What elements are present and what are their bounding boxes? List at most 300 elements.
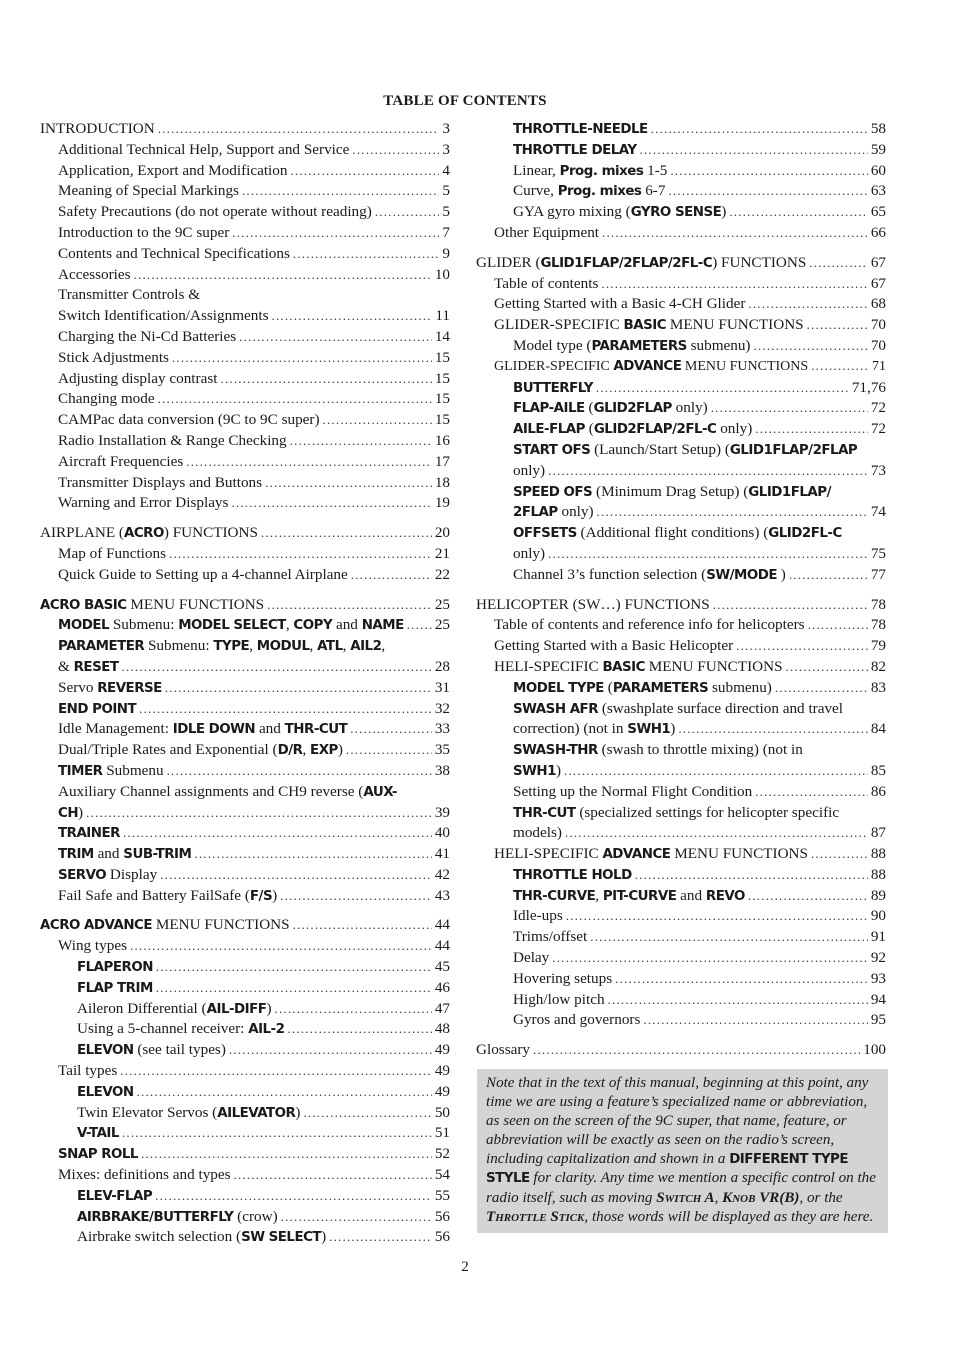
toc-entry [476, 378, 886, 399]
dot-leader [596, 381, 849, 394]
toc-page-number: 95 [870, 1011, 886, 1029]
text-fragment: Table of contents [494, 274, 599, 292]
text-fragment: Mixes: definitions and types [58, 1166, 231, 1184]
toc-page-number: 77 [870, 565, 886, 583]
toc-entry [40, 265, 450, 286]
toc-page-number: 11 [435, 307, 450, 325]
keyword: SW/MODE [706, 567, 777, 583]
text-fragment: Radio Installation & Range Checking [58, 431, 287, 449]
toc-entry [476, 161, 886, 182]
toc-page-number: 83 [870, 678, 886, 696]
toc-entry-label [58, 389, 155, 410]
toc-entry-label [513, 461, 545, 482]
toc-page-number: 78 [870, 616, 886, 634]
toc-page-number: 3 [442, 120, 450, 137]
dot-leader [748, 889, 868, 902]
text-fragment: (crow) [233, 1207, 278, 1225]
toc-page-number: 52 [434, 1145, 450, 1163]
toc-page-number: 65 [870, 203, 886, 221]
toc-entry [476, 461, 886, 482]
toc-entry [40, 1186, 450, 1207]
toc-entry-label [58, 761, 164, 783]
toc-entry [40, 844, 450, 865]
dot-leader [158, 122, 440, 135]
text-fragment: Fail Safe and Battery FailSafe ( [58, 886, 250, 904]
keyword: GLID1FLAP/2FLAP/2FL-C [540, 255, 713, 271]
dot-leader [156, 981, 432, 994]
text-fragment: , [342, 637, 351, 655]
toc-entry-label [513, 181, 665, 203]
keyword: PARAMETERS [612, 680, 709, 696]
keyword: REVO [705, 888, 745, 904]
text-fragment: ) [721, 203, 727, 221]
dot-leader [552, 951, 868, 964]
keyword: MODEL [58, 618, 110, 634]
toc-right-column [476, 119, 886, 1061]
keyword: V-TAIL [77, 1126, 119, 1142]
toc-entry-label [58, 306, 269, 327]
keyword: SWASH-THR [513, 743, 598, 759]
dot-leader [808, 618, 868, 631]
text-fragment: submenu) [686, 336, 751, 354]
keyword: THROTTLE DELAY [513, 142, 637, 158]
text-fragment: Trims/offset [513, 928, 588, 946]
toc-page-number: 60 [870, 161, 886, 179]
text-fragment: CAMPac data conversion (9C to 9C super) [58, 411, 320, 429]
dot-leader [242, 184, 439, 197]
keyword: ADVANCE [613, 358, 682, 374]
toc-page-number: 75 [870, 544, 886, 562]
keyword: ATL [317, 639, 343, 655]
text-fragment: (Minimum Drag Setup) ( [592, 482, 749, 500]
toc-entry-label [494, 636, 733, 657]
toc-page-number: 46 [434, 978, 450, 996]
dot-leader [303, 1106, 431, 1119]
dot-leader [755, 785, 868, 798]
dot-leader [668, 184, 867, 197]
toc-entry [40, 285, 450, 306]
keyword: GLID2FL-C [768, 526, 842, 542]
text-fragment: MENU FUNCTIONS [126, 595, 265, 613]
toc-entry [476, 886, 886, 907]
text-fragment: ) [776, 565, 786, 583]
text-fragment: Channel 3’s function selection ( [513, 565, 707, 583]
keyword: TRAINER [58, 826, 120, 842]
toc-page-number: 25 [434, 616, 450, 634]
toc-entry [40, 719, 450, 740]
toc-page-number: 4 [442, 161, 450, 179]
toc-entry [40, 1082, 450, 1103]
keyword: GYRO SENSE [630, 205, 722, 221]
toc-entry [476, 990, 886, 1011]
text-fragment: ) FUNCTIONS [163, 524, 258, 542]
dot-leader [786, 660, 868, 673]
dot-leader [265, 476, 432, 489]
text-fragment: ) [272, 886, 278, 904]
toc-entry [476, 719, 886, 740]
dot-leader [755, 422, 868, 435]
toc-entry-label [58, 431, 287, 452]
toc-entry [476, 636, 886, 657]
toc-page-number: 56 [434, 1207, 450, 1225]
toc-entry [40, 803, 450, 824]
toc-page-number: 82 [870, 657, 886, 675]
text-fragment: Map of Functions [58, 544, 166, 562]
toc-entry [476, 1040, 886, 1061]
dot-leader [231, 496, 431, 509]
dot-leader [640, 143, 868, 156]
text-fragment: and [332, 616, 362, 634]
toc-page-number: 35 [434, 741, 450, 759]
text-fragment: Table of contents and reference info for helicopters [494, 616, 805, 634]
toc-page-number: 88 [870, 845, 886, 863]
toc-entry-label [58, 865, 157, 887]
toc-page-number: 10 [434, 265, 450, 283]
toc-entry-label [513, 1010, 640, 1031]
toc-page-number: 50 [434, 1103, 450, 1121]
toc-page-number: 88 [870, 865, 886, 883]
dot-leader [287, 1022, 431, 1035]
toc-page-number: 67 [870, 274, 886, 292]
toc-page-number: 47 [434, 999, 450, 1017]
dot-leader [329, 1230, 432, 1243]
toc-entry [476, 315, 886, 336]
toc-page-number: 54 [434, 1166, 450, 1184]
toc-page-number: 87 [870, 824, 886, 842]
dot-leader [141, 1147, 432, 1160]
dot-leader [608, 993, 868, 1006]
text-fragment: Twin Elevator Servos ( [77, 1103, 218, 1121]
text-fragment: MENU FUNCTIONS [152, 916, 290, 934]
keyword: AIRBRAKE/BUTTERFLY [77, 1209, 234, 1225]
toc-entry [40, 595, 450, 616]
dot-leader [186, 455, 432, 468]
toc-entry-label [77, 1227, 326, 1249]
toc-entry [476, 969, 886, 990]
toc-entry [40, 389, 450, 410]
text-fragment: ) [321, 1228, 327, 1246]
text-fragment: ) [337, 741, 343, 759]
dot-leader [280, 889, 432, 902]
text-fragment: (swash to throttle mixing) (not in [597, 741, 803, 759]
keyword: SPEED OFS [513, 484, 593, 500]
dot-leader [350, 722, 432, 735]
text-fragment: for clarity. Any time we mention a specific control on the radio itself, such as moving [486, 1170, 876, 1206]
toc-page-number: 49 [434, 1062, 450, 1080]
toc-entry [476, 140, 886, 161]
dot-leader [122, 1126, 432, 1139]
toc-page-number: 68 [870, 295, 886, 313]
toc-page-number: 72 [870, 420, 886, 438]
toc-page-number: 28 [434, 657, 450, 675]
dot-leader [736, 639, 868, 652]
text-fragment: ( [603, 678, 613, 696]
toc-entry-label [513, 482, 886, 504]
toc-entry-label [513, 544, 545, 565]
toc-page-number: 15 [434, 348, 450, 366]
toc-entry-label [513, 823, 562, 844]
toc-page-number: 92 [870, 949, 886, 967]
toc-entry-label [513, 419, 752, 441]
toc-page-number: 63 [870, 182, 886, 200]
dot-leader [220, 372, 431, 385]
keyword: FLAP TRIM [77, 980, 153, 996]
toc-entry-label [494, 223, 599, 244]
toc-page-number: 93 [870, 969, 886, 987]
toc-page-number: 14 [434, 327, 450, 345]
toc-entry [476, 482, 886, 503]
toc-entry-label [58, 161, 287, 182]
toc-entry [476, 615, 886, 636]
toc-entry [476, 181, 886, 202]
text-fragment: (Launch/Start Setup) ( [590, 440, 730, 458]
text-fragment: ) [670, 720, 676, 738]
toc-entry-label [513, 927, 587, 948]
toc-entry [40, 636, 450, 657]
toc-page-number: 41 [434, 845, 450, 863]
dot-leader [232, 226, 439, 239]
toc-page-number: 85 [870, 761, 886, 779]
toc-entry-label [513, 886, 745, 908]
dot-leader [670, 164, 867, 177]
toc-page-number: 58 [870, 120, 886, 137]
toc-entry-label [58, 140, 349, 161]
dot-leader [754, 339, 868, 352]
text-fragment: , [595, 886, 603, 904]
text-fragment: Using a 5-channel receiver: [77, 1020, 249, 1038]
text-fragment: only) [671, 399, 708, 417]
toc-entry [40, 1019, 450, 1040]
text-fragment: Aircraft Frequencies [58, 452, 184, 470]
toc-entry-label [513, 906, 563, 927]
keyword: THROTTLE HOLD [513, 867, 632, 883]
dot-leader [167, 764, 432, 777]
toc-entry [476, 274, 886, 295]
keyword: AIL-DIFF [206, 1001, 267, 1017]
text-fragment: Servo [58, 678, 98, 696]
keyword: SUB-TRIM [123, 847, 192, 863]
toc-entry [40, 1061, 450, 1082]
keyword: ELEV-FLAP [77, 1188, 153, 1204]
toc-page-number: 43 [434, 886, 450, 904]
text-fragment: Curve, [513, 182, 558, 200]
dot-leader [120, 1064, 432, 1077]
text-fragment: Idle Management: [58, 720, 173, 738]
toc-entry-label [513, 440, 886, 462]
text-fragment: GLIDER ( [476, 253, 541, 271]
text-fragment: Transmitter Controls & [58, 286, 201, 304]
dot-leader [122, 660, 432, 673]
toc-entry [40, 452, 450, 473]
toc-entry-label [58, 823, 120, 845]
toc-entry [40, 544, 450, 565]
text-fragment: Getting Started with a Basic 4-CH Glider [494, 295, 746, 313]
keyword: F/S [249, 888, 273, 904]
keyword: Prog. mixes [557, 184, 642, 200]
dot-leader [267, 598, 432, 611]
toc-entry-label [58, 719, 347, 741]
toc-entry-label [476, 595, 710, 616]
toc-entry [476, 948, 886, 969]
text-fragment: Auxiliary Channel assignments and CH9 reverse ( [58, 782, 364, 800]
toc-entry-label [58, 615, 404, 637]
toc-entry-label [513, 119, 648, 141]
toc-page-number: 66 [870, 223, 886, 241]
text-fragment: Submenu [102, 761, 164, 779]
toc-entry-label [58, 844, 191, 866]
dot-leader [548, 547, 868, 560]
keyword: AILE-FLAP [513, 422, 585, 438]
keyword: 2FLAP [513, 505, 558, 521]
toc-page-number: 21 [434, 544, 450, 562]
toc-entry [476, 906, 886, 927]
text-fragment: High/low pitch [513, 990, 605, 1008]
keyword: TIMER [58, 763, 103, 779]
toc-entry [40, 119, 450, 140]
dot-leader [261, 526, 432, 539]
toc-entry [476, 803, 886, 824]
keyword: PIT-CURVE [602, 888, 677, 904]
text-fragment: 1-5 [643, 161, 668, 179]
toc-entry-label [494, 315, 804, 337]
text-fragment: ( [584, 399, 594, 417]
toc-page-number: 89 [870, 886, 886, 904]
keyword: THR-CUT [284, 722, 348, 738]
toc-entry-label [58, 285, 200, 306]
page-number: 2 [461, 1259, 469, 1275]
keyword: CH [58, 805, 79, 821]
toc-entry [40, 936, 450, 957]
toc-entry [476, 678, 886, 699]
toc-entry-label [77, 1019, 284, 1041]
toc-page-number: 51 [434, 1124, 450, 1142]
toc-page-number: 73 [870, 461, 886, 479]
toc-entry-label [513, 865, 632, 887]
keyword: BUTTERFLY [513, 380, 593, 396]
keyword: ELEVON [77, 1043, 134, 1059]
keyword: Prog. mixes [559, 163, 644, 179]
toc-entry [40, 369, 450, 390]
text-fragment: MENU FUNCTIONS [670, 845, 808, 863]
keyword: THR-CURVE [513, 888, 596, 904]
dot-leader [346, 743, 432, 756]
toc-page-number: 90 [870, 907, 886, 925]
toc-entry-label [40, 523, 258, 545]
toc-entry-label [58, 493, 228, 514]
toc-entry [476, 544, 886, 565]
text-fragment: GLIDER-SPECIFIC [494, 316, 624, 334]
keyword: AIL2 [350, 639, 382, 655]
keyword: OFFSETS [513, 526, 577, 542]
toc-page-number: 40 [434, 824, 450, 842]
toc-entry-label [58, 369, 217, 390]
toc-entry-label [58, 782, 450, 804]
toc-page-number: 74 [870, 503, 886, 521]
toc-entry [40, 699, 450, 720]
dot-leader [811, 847, 868, 860]
text-fragment: Wing types [58, 937, 127, 955]
dot-leader [134, 268, 432, 281]
dot-leader [156, 960, 432, 973]
text-fragment: Changing mode [58, 390, 155, 408]
toc-entry [476, 865, 886, 886]
text-fragment: only) [557, 503, 594, 521]
text-fragment: ( [584, 420, 594, 438]
toc-entry [40, 473, 450, 494]
toc-entry-label [494, 615, 805, 636]
text-fragment: Delay [513, 949, 550, 967]
dot-leader [158, 392, 432, 405]
dot-leader [615, 972, 868, 985]
toc-page-number: 15 [434, 369, 450, 387]
toc-entry-label [58, 636, 450, 658]
toc-entry [40, 1227, 450, 1248]
text-fragment: Contents and Technical Specifications [58, 244, 290, 262]
dot-leader [234, 1168, 432, 1181]
toc-page-number: 15 [434, 390, 450, 408]
dot-leader [172, 351, 432, 364]
toc-entry [40, 915, 450, 936]
dot-leader [809, 256, 868, 269]
toc-page-number: 70 [870, 336, 886, 354]
toc-entry-label [77, 957, 153, 979]
dot-leader [160, 868, 432, 881]
toc-entry [40, 523, 450, 544]
toc-entry-label [513, 969, 612, 990]
toc-entry-label [58, 678, 162, 700]
toc-page-number: 38 [434, 761, 450, 779]
keyword: SERVO [58, 867, 107, 883]
text-fragment: and [255, 720, 285, 738]
toc-entry [40, 1207, 450, 1228]
text-fragment: Setting up the Normal Flight Condition [513, 782, 753, 800]
toc-page-number: 15 [434, 411, 450, 429]
dot-leader [281, 1210, 432, 1223]
toc-page-number: 18 [434, 473, 450, 491]
text-fragment: Note that in the text of this manual, beginning at this point, any time we are using a feature’s specialized name or abbreviation, as seen on the screen of the 9C super, that name, feature, or abbreviation will be exactly as seen on the radio’s screen, including capitalization and shown in a [486, 1075, 869, 1168]
keyword: GLID1FLAP/2FLAP [729, 442, 858, 458]
text-fragment: (specialized settings for helicopter specific [575, 803, 840, 821]
control-name: Switch A [656, 1189, 715, 1206]
toc-entry-label [58, 544, 166, 565]
toc-entry-label [494, 357, 808, 378]
dot-leader [351, 568, 432, 581]
toc-entry [40, 161, 450, 182]
toc-page-number: 44 [434, 937, 450, 955]
keyword: SW SELECT [241, 1230, 322, 1246]
style-note [477, 1069, 888, 1233]
toc-entry [476, 844, 886, 865]
text-fragment: & [58, 657, 74, 675]
dot-leader [789, 568, 868, 581]
toc-entry-label [58, 1061, 117, 1082]
dot-leader [643, 1013, 867, 1026]
dot-leader [807, 318, 868, 331]
dot-leader [375, 205, 440, 218]
toc-entry-label [476, 1040, 530, 1061]
keyword: THROTTLE-NEEDLE [513, 122, 648, 137]
control-name: Throttle Stick [486, 1208, 585, 1225]
toc-entry-label [40, 915, 290, 937]
text-fragment: and [676, 886, 706, 904]
toc-entry-label [513, 523, 886, 545]
dot-leader [590, 930, 868, 943]
toc-entry-label [58, 452, 183, 473]
text-fragment: Safety Precautions (do not operate without reading) [58, 203, 372, 221]
text-fragment: Charging the Ni-Cd Batteries [58, 327, 237, 345]
toc-entry-label [513, 502, 594, 524]
toc-entry [40, 823, 450, 844]
